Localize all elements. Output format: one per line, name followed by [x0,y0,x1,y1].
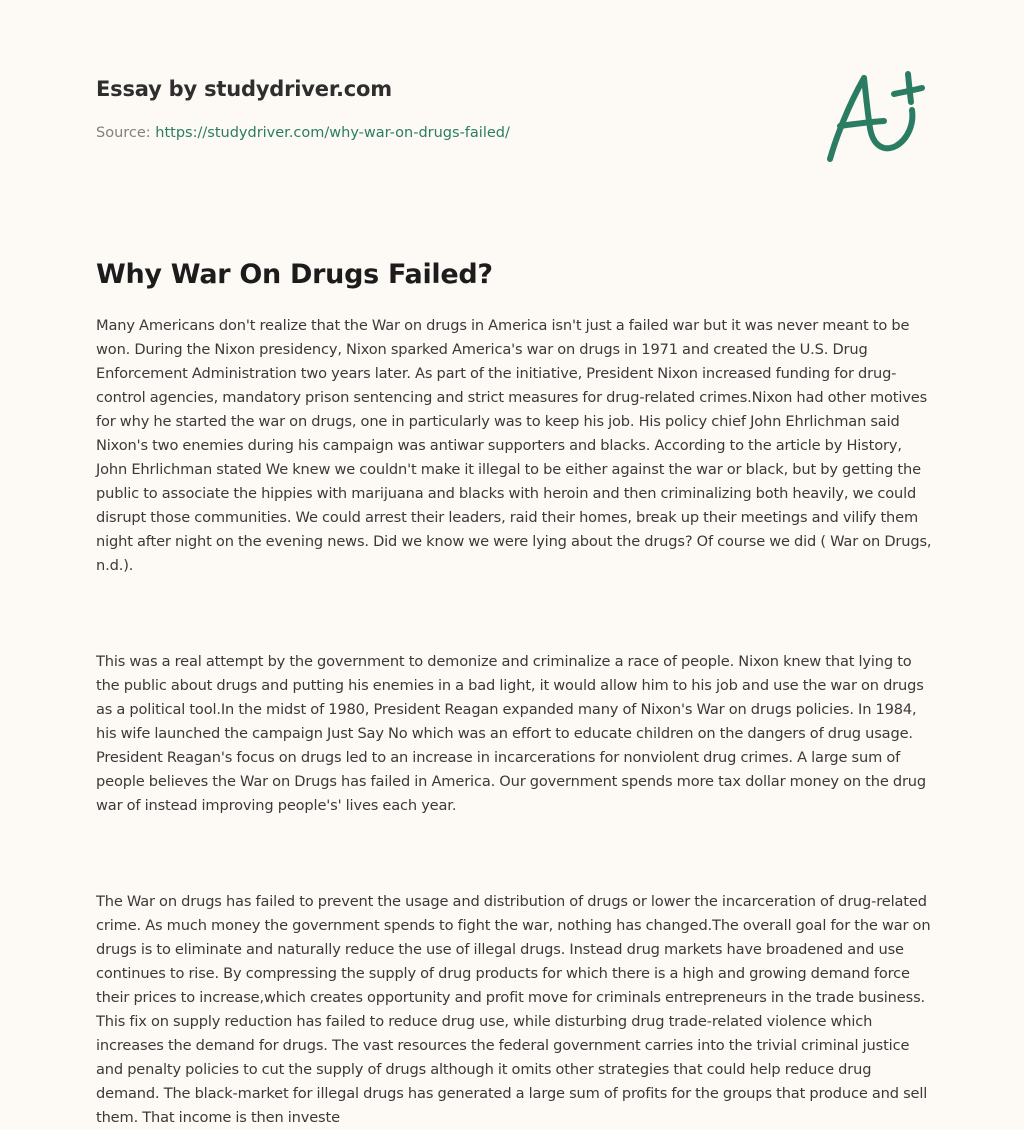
article-paragraph: Many Americans don't realize that the War on drugs in America isn't just a failed war but it was never meant to be won. During the Nixon presidency, Nixon sparked America's war on drugs in 1971 and created the U.S. Drug Enforcement Administration two years later. As part of the initiative, President Nixon increased funding for drug-control agencies, mandatory prison sentencing and strict measures for drug-related crimes.Nixon had other motives for why he started the war on drugs, one in particularly was to keep his job. His policy chief John Ehrlichman said Nixon's two enemies during his campaign was antiwar supporters and blacks. According to the article by History, John Ehrlichman stated We knew we couldn't make it illegal to be either against the war or black, but by getting the public to associate the hippies with marijuana and blacks with heroin and then criminalizing both heavily, we could disrupt those communities. We could arrest their leaders, raid their homes, break up their meetings and vilify them night after night on the evening news. Did we know we were lying about the drugs? Of course we did ( War on Drugs, n.d.). [96,317,932,574]
article-paragraph: The War on drugs has failed to prevent the usage and distribution of drugs or lower the incarceration of drug-related crime. As much money the government spends to fight the war, nothing has changed.The overall goal for the war on drugs is to eliminate and naturally reduce the use of illegal drugs. Instead drug markets have broadened and use continues to rise. By compressing the supply of drug products for which there is a high and growing demand force their prices to increase,which creates opportunity and profit move for criminals entrepreneurs in the trade business. This fix on supply reduction has failed to reduce drug use, while disturbing drug trade-related violence which increases the demand for drugs. The vast resources the federal government carries into the trivial criminal justice and penalty policies to cut the supply of drugs although it omits other strategies that could help reduce drug demand. The black-market for illegal drugs has generated a large sum of profits for the groups that produce and sell them. That income is then investe [96,893,931,1126]
paragraph-spacer [96,818,932,890]
article-paragraph: This was a real attempt by the government to demonize and criminalize a race of people. Nixon knew that lying to the public about drugs and putting his enemies in a bad light, it would allow him to his job and use the war on drugs as a political tool.In the midst of 1980, President Reagan expanded many of Nixon's War on drugs policies. In 1984, his wife launched the campaign Just Say No which was an effort to educate children on the dangers of drug usage. President Reagan's focus on drugs led to an increase in incarcerations for nonviolent drug crimes. A large sum of people believes the War on Drugs has failed in America. Our government spends more tax dollar money on the drug war of instead improving people's' lives each year. [96,653,927,814]
site-brand: Essay by studydriver.com [96,77,392,101]
paragraph-spacer [96,578,932,650]
article-body [96,314,932,1130]
page-header [96,74,928,141]
source-link[interactable]: https://studydriver.com/why-war-on-drugs-failed/ [155,125,510,141]
source-label: Source: [96,125,156,141]
source-line [96,122,510,144]
a-plus-grade-icon [818,66,930,166]
article-title: Why War On Drugs Failed? [96,259,493,290]
